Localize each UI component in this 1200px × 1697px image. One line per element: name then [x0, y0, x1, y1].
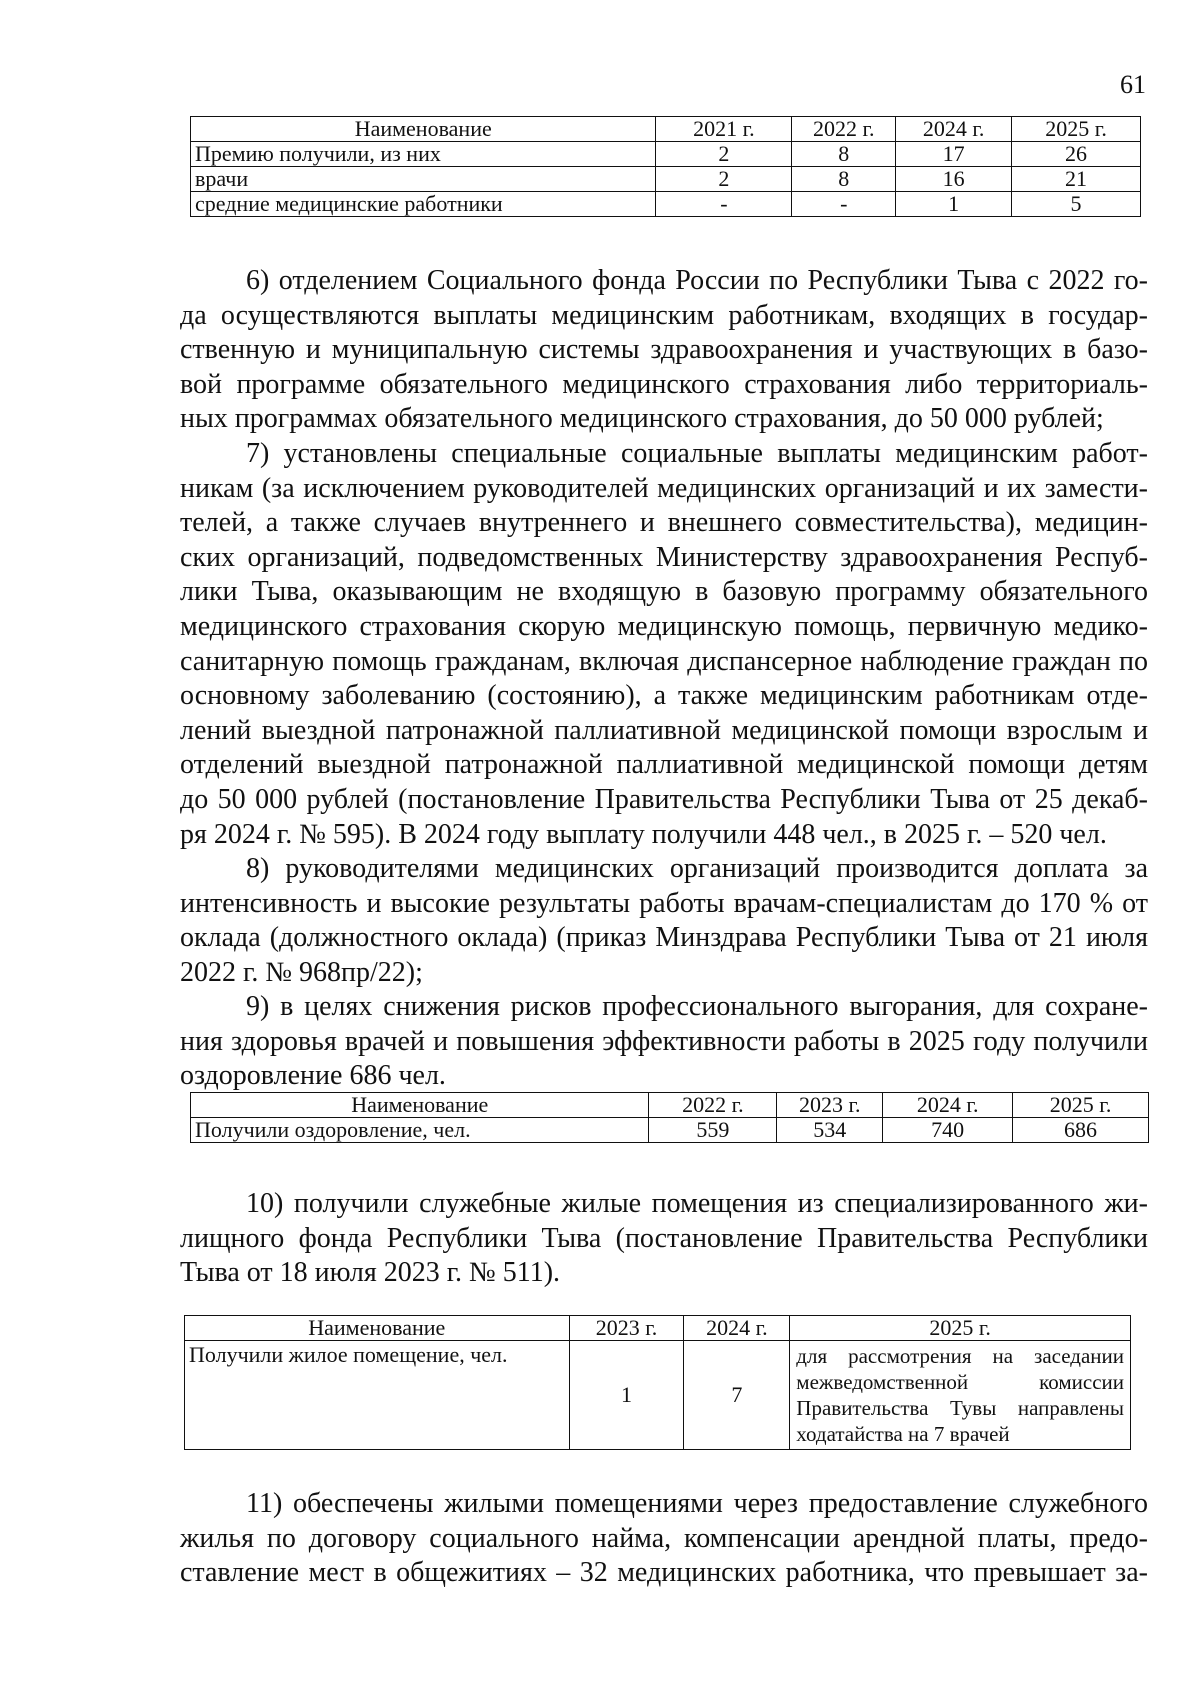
- housing-table: [184, 1315, 1131, 1450]
- text-line: ственную и муниципальную системы здравоохранения и участвующих в базо-: [180, 334, 1148, 366]
- text-line: до 50 000 рублей (постановление Правительства Республики Тыва от 25 декаб-: [180, 783, 1148, 815]
- table-header-cell: 2025 г.: [1012, 117, 1141, 142]
- table-header-cell: Наименование: [191, 117, 656, 142]
- description-line: межведомственной комиссии: [796, 1370, 1124, 1394]
- text-line: отделений выездной патронажной паллиативной медицинской помощи детям: [180, 749, 1148, 781]
- table-header-row: [185, 1316, 1131, 1341]
- text-line: 6) отделением Социального фонда России по Республики Тыва с 2022 го-: [246, 265, 1148, 296]
- table-row: [191, 192, 1141, 217]
- text-line: основному заболеванию (состоянию), а также медицинским работникам отде-: [180, 680, 1148, 712]
- text-line: лищного фонда Республики Тыва (постановление Правительства Республики: [180, 1222, 1148, 1254]
- text-line: да осуществляются выплаты медицинским работникам, входящих в государ-: [180, 299, 1148, 331]
- table-row: [185, 1341, 1131, 1450]
- table-cell: -: [656, 192, 792, 217]
- table-header-row: [191, 1093, 1149, 1118]
- table-header-cell: Наименование: [191, 1093, 649, 1118]
- paragraph-9: [180, 990, 1148, 1094]
- table-cell: 534: [777, 1118, 883, 1143]
- description-line: для рассмотрения на заседании: [796, 1344, 1124, 1368]
- table-cell: Получили оздоровление, чел.: [191, 1118, 649, 1143]
- table-cell: 17: [896, 142, 1012, 167]
- table-header-cell: 2022 г.: [792, 117, 896, 142]
- text-line: ря 2024 г. № 595). В 2024 году выплату получили 448 чел., в 2025 г. – 520 чел.: [180, 818, 1107, 850]
- text-line: 2022 г. № 968пр/22);: [180, 956, 423, 988]
- page-number: 61: [1120, 70, 1146, 99]
- table-cell: 5: [1012, 192, 1141, 217]
- table-cell: 26: [1012, 142, 1141, 167]
- text-line: 9) в целях снижения рисков профессионального выгорания, для сохране-: [246, 991, 1148, 1022]
- table-cell: Премию получили, из них: [191, 142, 656, 167]
- table-row: [191, 167, 1141, 192]
- text-line: Тыва от 18 июля 2023 г. № 511).: [180, 1257, 561, 1289]
- description-line: ходатайства на 7 врачей: [796, 1422, 1010, 1446]
- table-cell: 16: [896, 167, 1012, 192]
- paragraph-11: [180, 1487, 1148, 1591]
- table-header-cell: 2024 г.: [896, 117, 1012, 142]
- table-row: [191, 1118, 1149, 1143]
- table-cell: врачи: [191, 167, 656, 192]
- text-line: ния здоровья врачей и повышения эффективности работы в 2025 году получили: [180, 1025, 1148, 1057]
- text-line: 7) установлены специальные социальные выплаты медицинским работ-: [246, 438, 1148, 469]
- text-line: телей, а также случаев внутреннего и внешнего совместительства), медицин-: [180, 507, 1148, 539]
- table-header-cell: 2022 г.: [649, 1093, 777, 1118]
- table-cell: 2: [656, 142, 792, 167]
- paragraph-8: [180, 852, 1148, 990]
- table-header-cell: 2024 г.: [684, 1316, 790, 1341]
- table-cell: 2: [656, 167, 792, 192]
- table-cell: 559: [649, 1118, 777, 1143]
- table-cell: 1: [896, 192, 1012, 217]
- text-line: вой программе обязательного медицинского страхования либо территориаль-: [180, 368, 1148, 400]
- table-cell: Получили жилое помещение, чел.: [185, 1341, 570, 1450]
- table-cell: 1: [569, 1341, 684, 1450]
- table-cell: средние медицинские работники: [191, 192, 656, 217]
- table-cell: 8: [792, 167, 896, 192]
- text-line: медицинского страхования скорую медицинскую помощь, первичную медико-: [180, 610, 1148, 642]
- table-header-cell: 2025 г.: [1013, 1093, 1149, 1118]
- text-line: санитарную помощь гражданам, включая диспансерное наблюдение граждан по: [180, 645, 1148, 677]
- table-row: [191, 142, 1141, 167]
- table-cell: 686: [1013, 1118, 1149, 1143]
- table-cell: 21: [1012, 167, 1141, 192]
- table-header-cell: 2021 г.: [656, 117, 792, 142]
- table-cell: 740: [883, 1118, 1013, 1143]
- text-line: ных программах обязательного медицинского страхования, до 50 000 рублей;: [180, 403, 1104, 435]
- text-line: лики Тыва, оказывающим не входящую в базовую программу обязательного: [180, 576, 1148, 608]
- text-line: лений выездной патронажной паллиативной медицинской помощи взрослым и: [180, 714, 1148, 746]
- table-header-cell: 2023 г.: [777, 1093, 883, 1118]
- table-header-cell: 2025 г.: [790, 1316, 1131, 1341]
- paragraph-7: [180, 437, 1148, 852]
- paragraph-10: [180, 1187, 1148, 1291]
- bonus-table: [190, 116, 1141, 217]
- text-line: оздоровление 686 чел.: [180, 1060, 446, 1092]
- table-header-cell: Наименование: [185, 1316, 570, 1341]
- table-cell: 8: [792, 142, 896, 167]
- text-line: ских организаций, подведомственных Министерству здравоохранения Респуб-: [180, 541, 1148, 573]
- paragraph-6: [180, 264, 1148, 437]
- text-line: ставление мест в общежитиях – 32 медицинских работника, что превышает за-: [180, 1557, 1148, 1589]
- text-line: 10) получили служебные жилые помещения из специализированного жи-: [246, 1188, 1148, 1219]
- text-line: интенсивность и высокие результаты работы врачам-специалистам до 170 % от: [180, 887, 1148, 919]
- table-cell: 7: [684, 1341, 790, 1450]
- health-resort-table: [190, 1092, 1149, 1143]
- text-line: оклада (должностного оклада) (приказ Минздрава Республики Тыва от 21 июля: [180, 922, 1148, 954]
- description-line: Правительства Тувы направлены: [796, 1396, 1124, 1420]
- text-line: жилья по договору социального найма, компенсации арендной платы, предо-: [180, 1522, 1148, 1554]
- text-line: никам (за исключением руководителей медицинских организаций и их замести-: [180, 472, 1148, 504]
- table-header-row: [191, 117, 1141, 142]
- text-line: 11) обеспечены жилыми помещениями через предоставление служебного: [246, 1488, 1148, 1519]
- table-header-cell: 2024 г.: [883, 1093, 1013, 1118]
- table-cell-description: [790, 1341, 1131, 1450]
- table-header-cell: 2023 г.: [569, 1316, 684, 1341]
- text-line: 8) руководителями медицинских организаций производится доплата за: [246, 853, 1148, 884]
- table-cell: -: [792, 192, 896, 217]
